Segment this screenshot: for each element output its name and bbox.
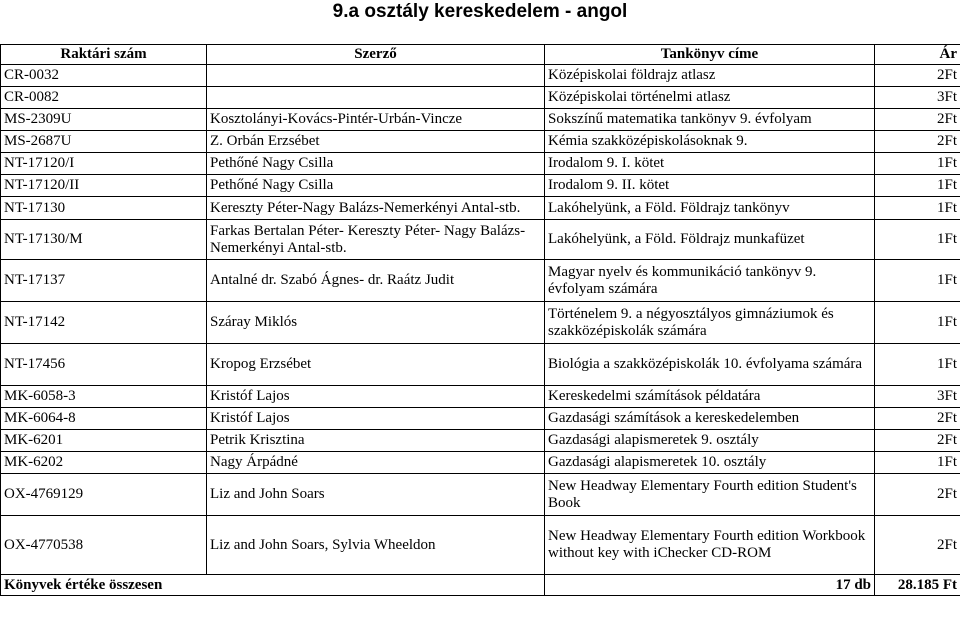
cell-code: MS-2687U [1,131,207,153]
cell-author: Farkas Bertalan Péter- Kereszty Péter- Nagy Balázs- Nemerkényi Antal-stb. [207,220,545,260]
cell-code: MS-2309U [1,109,207,131]
cell-code: NT-17120/I [1,153,207,175]
cell-price: 1Ft [875,344,960,386]
textbook-table [0,44,960,596]
table-row [1,260,960,302]
header-price: Ár [875,45,960,65]
cell-price: 3Ft [875,87,960,109]
cell-code: NT-17130/M [1,220,207,260]
cell-price: 1Ft [875,302,960,344]
cell-book: New Headway Elementary Fourth edition Workbook without key with iChecker CD-ROM [545,516,875,575]
cell-book: Magyar nyelv és kommunikáció tankönyv 9. évfolyam számára [545,260,875,302]
header-author: Szerző [207,45,545,65]
cell-price: 2Ft [875,109,960,131]
cell-code: MK-6202 [1,452,207,474]
cell-price: 3Ft [875,386,960,408]
cell-price: 1Ft [875,452,960,474]
cell-book: Kémia szakközépiskolásoknak 9. [545,131,875,153]
total-row [1,575,960,596]
total-label: Könyvek értéke összesen [1,575,545,596]
cell-code: OX-4769129 [1,474,207,516]
page-title: 9.a osztály kereskedelem - angol [332,1,628,22]
cell-price: 2Ft [875,408,960,430]
cell-price: 1Ft [875,260,960,302]
cell-author: Liz and John Soars [207,474,545,516]
table-row [1,65,960,87]
cell-book: New Headway Elementary Fourth edition Student's Book [545,474,875,516]
table-row [1,87,960,109]
cell-book: Gazdasági számítások a kereskedelemben [545,408,875,430]
table-row [1,109,960,131]
table-header-row [1,45,960,65]
cell-price: 1Ft [875,153,960,175]
cell-price: 2Ft [875,430,960,452]
cell-code: MK-6201 [1,430,207,452]
table-row [1,516,960,575]
cell-book: Gazdasági alapismeretek 10. osztály [545,452,875,474]
cell-author: Kosztolányi-Kovács-Pintér-Urbán-Vincze [207,109,545,131]
table-row [1,197,960,220]
cell-author [207,65,545,87]
cell-book: Irodalom 9. II. kötet [545,175,875,197]
cell-price: 2Ft [875,474,960,516]
cell-author: Kereszty Péter-Nagy Balázs-Nemerkényi Antal-stb. [207,197,545,220]
cell-author [207,87,545,109]
cell-book: Lakóhelyünk, a Föld. Földrajz tankönyv [545,197,875,220]
table-row [1,386,960,408]
table-row [1,153,960,175]
table-row [1,452,960,474]
cell-price: 1Ft [875,175,960,197]
cell-code: OX-4770538 [1,516,207,575]
table-row [1,220,960,260]
cell-book: Történelem 9. a négyosztályos gimnáziumok és szakközépiskolák számára [545,302,875,344]
cell-author: Kropog Erzsébet [207,344,545,386]
cell-author: Kristóf Lajos [207,386,545,408]
cell-book: Sokszínű matematika tankönyv 9. évfolyam [545,109,875,131]
cell-book: Kereskedelmi számítások példatára [545,386,875,408]
cell-code: CR-0082 [1,87,207,109]
cell-price: 2Ft [875,131,960,153]
cell-code: NT-17142 [1,302,207,344]
cell-price: 1Ft [875,197,960,220]
table-row [1,175,960,197]
header-code: Raktári szám [1,45,207,65]
cell-author: Antalné dr. Szabó Ágnes- dr. Raátz Judit [207,260,545,302]
cell-code: NT-17137 [1,260,207,302]
cell-book: Középiskolai történelmi atlasz [545,87,875,109]
table-row [1,302,960,344]
total-count: 17 db [545,575,875,596]
cell-author: Száray Miklós [207,302,545,344]
table-row [1,344,960,386]
cell-price: 1Ft [875,220,960,260]
header-book: Tankönyv címe [545,45,875,65]
cell-author: Pethőné Nagy Csilla [207,175,545,197]
cell-author: Z. Orbán Erzsébet [207,131,545,153]
cell-price: 2Ft [875,65,960,87]
cell-book: Irodalom 9. I. kötet [545,153,875,175]
cell-code: NT-17130 [1,197,207,220]
cell-book: Középiskolai földrajz atlasz [545,65,875,87]
cell-author: Pethőné Nagy Csilla [207,153,545,175]
table-row [1,474,960,516]
total-value: 28.185 Ft [875,575,960,596]
table-row [1,408,960,430]
cell-book: Gazdasági alapismeretek 9. osztály [545,430,875,452]
cell-author: Kristóf Lajos [207,408,545,430]
cell-book: Lakóhelyünk, a Föld. Földrajz munkafüzet [545,220,875,260]
cell-book: Biológia a szakközépiskolák 10. évfolyama számára [545,344,875,386]
cell-code: NT-17120/II [1,175,207,197]
table-row [1,430,960,452]
cell-author: Nagy Árpádné [207,452,545,474]
cell-author: Petrik Krisztina [207,430,545,452]
cell-code: MK-6064-8 [1,408,207,430]
cell-code: MK-6058-3 [1,386,207,408]
cell-author: Liz and John Soars, Sylvia Wheeldon [207,516,545,575]
cell-code: NT-17456 [1,344,207,386]
cell-price: 2Ft [875,516,960,575]
cell-code: CR-0032 [1,65,207,87]
table-row [1,131,960,153]
